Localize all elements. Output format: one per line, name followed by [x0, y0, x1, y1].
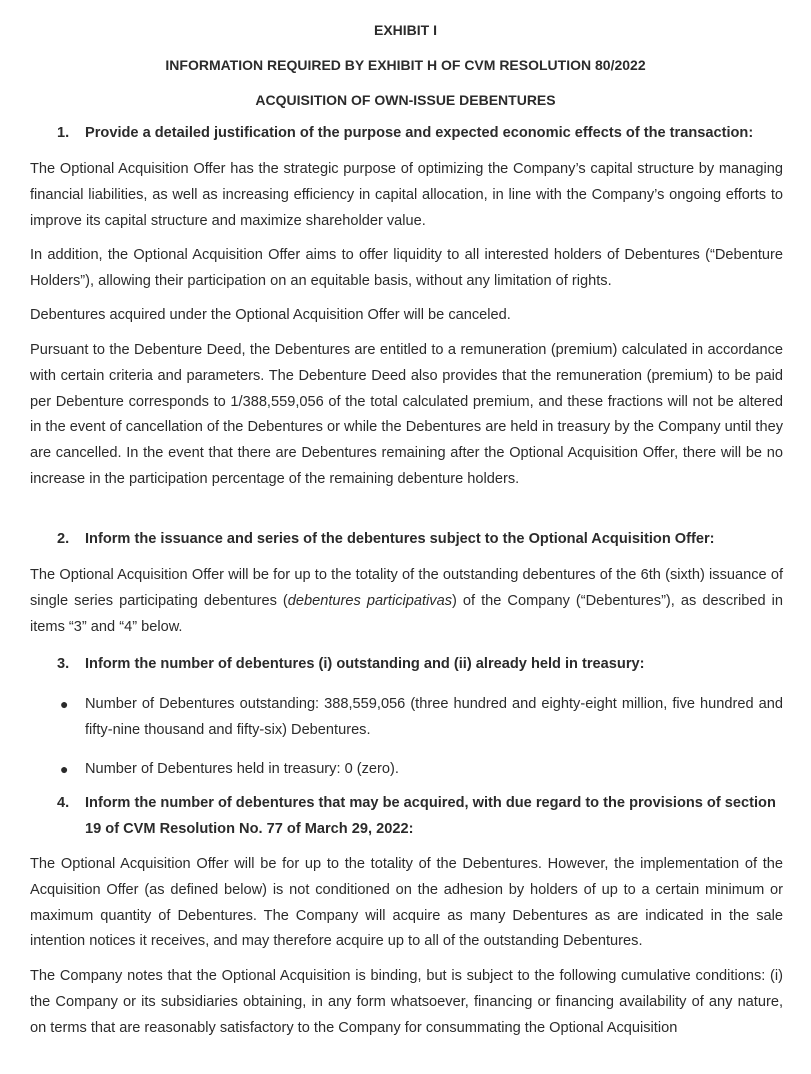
- section-4-number: 4.: [57, 795, 70, 811]
- bullet-icon: ●: [60, 696, 69, 712]
- section-3-bullet-2: Number of Debentures held in treasury: 0 (zero).: [85, 761, 399, 777]
- section-2-text-start: The Optional Acquisition Offer will be for up to the totality of the outstanding debentures of the 6th (sixth) issuance of single series participating debentures (: [30, 567, 783, 609]
- section-4-paragraph-1: The Optional Acquisition Offer will be for up to the totality of the Debentures. However, the implementation of the Acquisition Offer (as defined below) is not conditioned on the adhesion by holders of up to a certain minimum or maximum quantity of Debentures. The Company will acquire as many Debentures as are indicated in the sale intention notices it receives, and may therefore acquire up to all of the outstanding Debentures.: [30, 856, 783, 950]
- section-1-paragraph-4: Pursuant to the Debenture Deed, the Debentures are entitled to a remuneration (premium) calculated in accordance with certain criteria and parameters. The Debenture Deed also provides that the remuneration (premium) to be paid per Debenture corresponds to 1/388,559,056 of the total calculated premium, and these fractions will not be altered in the event of cancellation of the Debentures or while the Debentures are held in treasury by the Company until they are cancelled. In the event that there are Debentures remaining after the Optional Acquisition Offer, there will be no increase in the participation percentage of the remaining debenture holders.: [30, 342, 783, 487]
- section-2-number: 2.: [57, 531, 70, 547]
- section-4-heading: Inform the number of debentures that may be acquired, with due regard to the provisions of section 19 of CVM Resolution No. 77 of March 29, 2022:: [85, 795, 776, 837]
- exhibit-subtitle: INFORMATION REQUIRED BY EXHIBIT H OF CVM RESOLUTION 80/2022: [165, 57, 646, 73]
- section-2-paragraph: [30, 563, 783, 640]
- section-3-bullet-1: Number of Debentures outstanding: 388,559,056 (three hundred and eighty-eight million, five hundred and fifty-nine thousand and fifty-six) Debentures.: [85, 696, 783, 738]
- exhibit-title: EXHIBIT I: [373, 22, 437, 38]
- section-1-paragraph-1: The Optional Acquisition Offer has the strategic purpose of optimizing the Company’s capital structure by managing financial liabilities, as well as increasing efficiency in capital allocation, in line with the Company’s ongoing efforts to improve its capital structure and maximize shareholder value.: [30, 161, 783, 229]
- section-4-paragraph-2: The Company notes that the Optional Acquisition is binding, but is subject to the following cumulative conditions: (i) the Company or its subsidiaries obtaining, in any form whatsoever, financing or financing availability of any nature, on terms that are reasonably satisfactory to the Company for consummating the Optional Acquisition: [30, 968, 783, 1036]
- section-2-heading: Inform the issuance and series of the debentures subject to the Optional Acquisition Offer:: [85, 531, 715, 547]
- section-2-text-end: ) of the Company (“Debentures”), as described in items “3” and “4” below.: [30, 592, 783, 635]
- bullet-icon: ●: [60, 761, 69, 777]
- section-3-heading: Inform the number of debentures (i) outstanding and (ii) already held in treasury:: [85, 656, 645, 672]
- document-title: ACQUISITION OF OWN-ISSUE DEBENTURES: [255, 92, 556, 108]
- section-1-heading: Provide a detailed justification of the purpose and expected economic effects of the transaction:: [85, 125, 754, 141]
- section-3-number: 3.: [57, 656, 70, 672]
- section-2-text-italic: debentures participativas: [287, 592, 452, 609]
- section-1-number: 1.: [57, 125, 70, 141]
- section-1-paragraph-2: In addition, the Optional Acquisition Offer aims to offer liquidity to all interested holders of Debentures (“Debenture Holders”), allowing their participation on an equitable basis, without any limitation of rights.: [30, 247, 783, 289]
- section-1-paragraph-3: Debentures acquired under the Optional Acquisition Offer will be canceled.: [30, 307, 511, 323]
